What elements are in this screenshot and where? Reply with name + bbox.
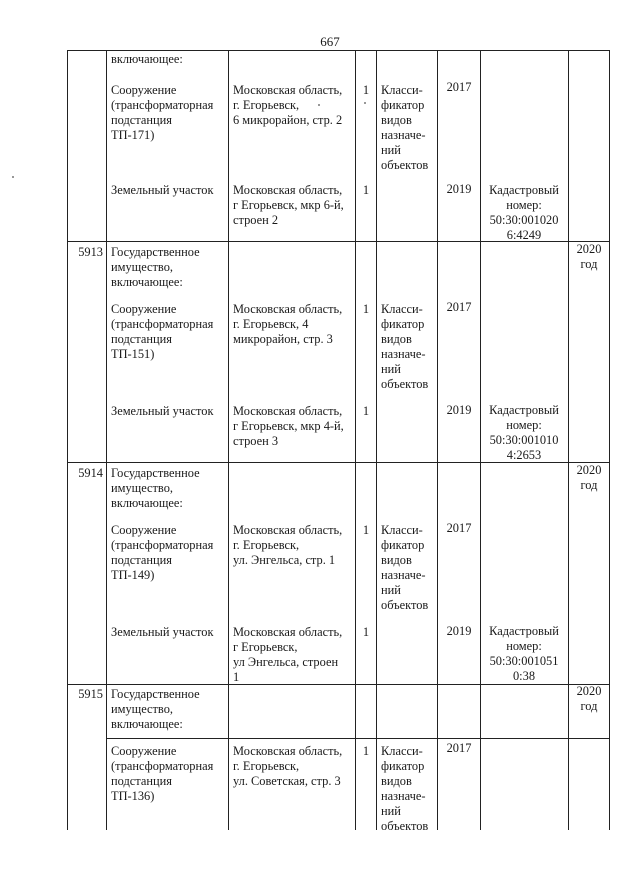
entry-number: 5914 [78,466,103,480]
entry-date-mark: 2020 год [576,463,602,492]
structure-address: Московская область, г. Егорьевск, ул. Советская, стр. 3 [233,744,343,788]
page-number: 667 [320,34,340,49]
column-divider-qty [355,50,356,830]
structure-classifier: Класси- фикатор видов назначе- ний объектов [381,83,429,172]
structure-qty: 1 [362,744,370,758]
structure-address: Московская область, г. Егорьевск, 4 микрорайон, стр. 3 [233,302,343,346]
entry-header: Государственное имущество, включающее: [111,687,200,731]
entry-number: 5913 [78,245,103,259]
land-cadastral-note: Кадастровый номер: 50:30:001020 6:4249 [489,183,559,242]
structure-year: 2017 [446,741,472,755]
sub-row-separator [106,738,609,739]
land-name: Земельный участок [111,404,214,418]
column-divider-classifier [376,50,377,830]
land-year: 2019 [446,624,472,638]
land-qty: 1 [362,404,370,418]
structure-year: 2017 [446,521,472,535]
structure-address: Московская область, г. Егорьевск, ул. Энгельса, стр. 1 [233,523,343,567]
entry-date-mark: 2020 год [576,684,602,713]
table-border-right [609,50,610,830]
land-cadastral-note: Кадастровый номер: 50:30:001051 0:38 [489,624,559,683]
structure-address: Московская область, г. Егорьевск, 6 микрорайон, стр. 2 [233,83,343,127]
structure-classifier: Класси- фикатор видов назначе- ний объектов [381,302,429,391]
entry-header: Государственное имущество, включающее: [111,245,200,289]
structure-qty: 1 [362,83,370,97]
land-year: 2019 [446,182,472,196]
structure-name: Сооружение (трансформаторная подстанция ТП-151) [111,302,214,361]
land-address: Московская область, г Егорьевск, мкр 6-й, строен 2 [233,183,344,227]
structure-name: Сооружение (трансформаторная подстанция ТП-136) [111,744,214,803]
structure-name: Сооружение (трансформаторная подстанция ТП-149) [111,523,214,582]
land-name: Земельный участок [111,625,214,639]
entry-header: Государственное имущество, включающее: [111,466,200,510]
entry-date-mark: 2020 год [576,242,602,271]
table-border-left [67,50,68,830]
structure-classifier: Класси- фикатор видов назначе- ний объектов [381,523,429,612]
scan-speck [12,176,14,178]
land-year: 2019 [446,403,472,417]
structure-qty: 1 [362,302,370,316]
scan-speck [364,102,366,104]
structure-qty: 1 [362,523,370,537]
land-cadastral-note: Кадастровый номер: 50:30:001010 4:2653 [489,403,559,462]
table-top-rule [67,50,609,51]
scan-speck [318,104,320,106]
structure-year: 2017 [446,300,472,314]
row-intro: включающее: [111,52,183,66]
land-address: Московская область, г Егорьевск, мкр 4-й, строен 3 [233,404,344,448]
structure-year: 2017 [446,80,472,94]
land-qty: 1 [362,183,370,197]
structure-classifier: Класси- фикатор видов назначе- ний объектов [381,744,429,833]
column-divider-year [437,50,438,830]
land-qty: 1 [362,625,370,639]
column-divider-address [228,50,229,830]
land-address: Московская область, г Егорьевск, ул Энгельса, строен 1 [233,625,343,684]
column-divider-number [106,50,107,830]
structure-name: Сооружение (трансформаторная подстанция ТП-171) [111,83,214,142]
land-name: Земельный участок [111,183,214,197]
entry-number: 5915 [78,687,103,701]
